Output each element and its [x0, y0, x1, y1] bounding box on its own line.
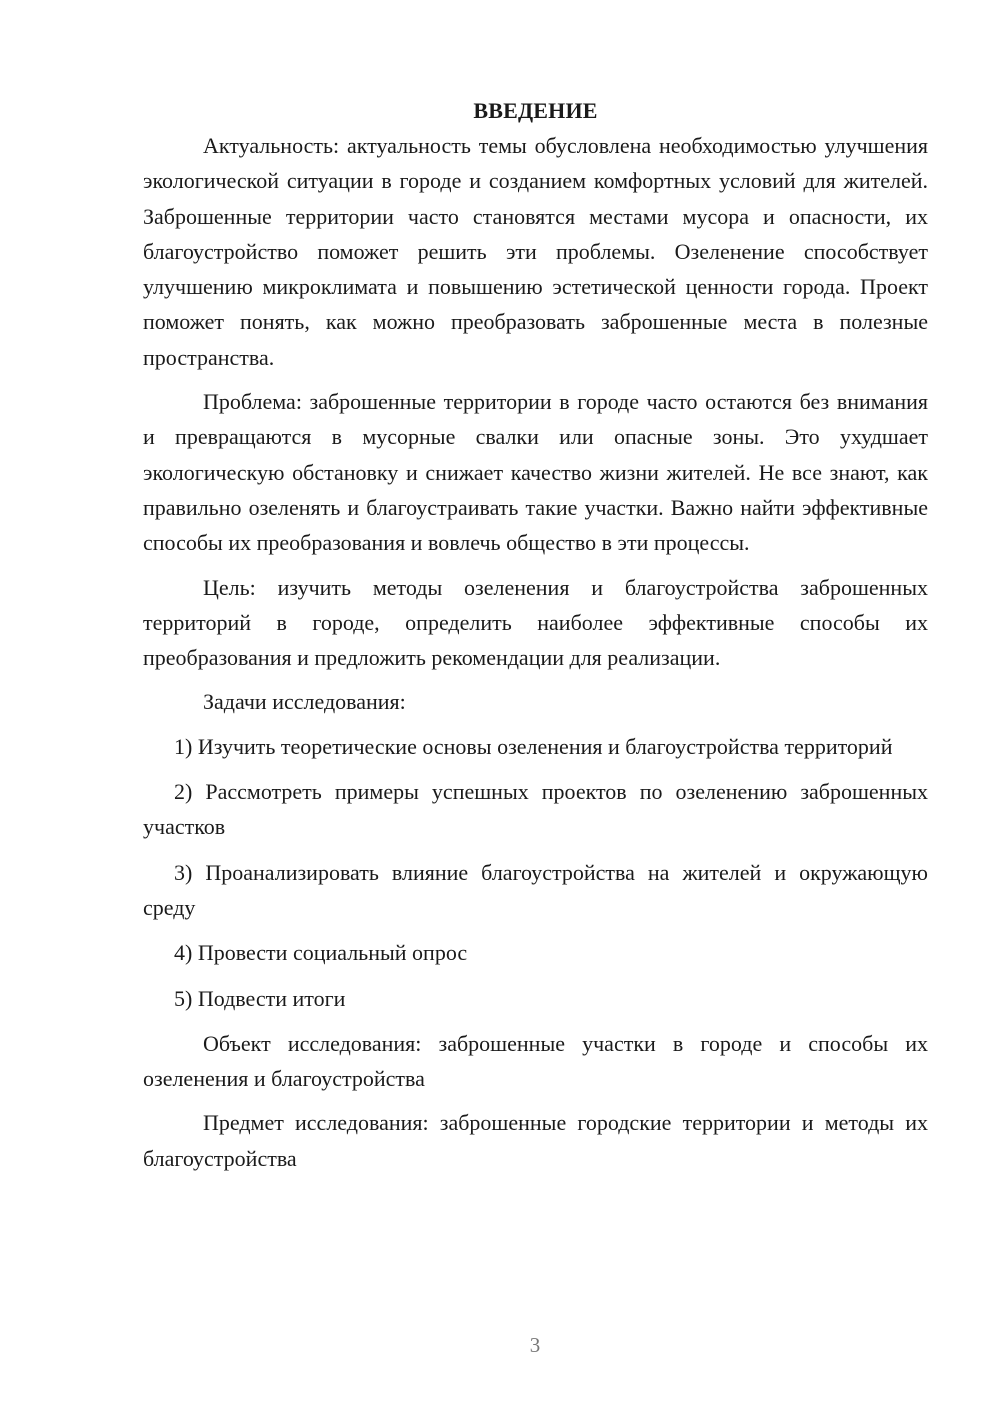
relevance-paragraph: Актуальность: актуальность темы обусловлена необходимостью улучшения экологической ситуации в городе и созданием комфортных условий для жителей. Заброшенные территории часто становятся местами мусора и опасности, их благоустройство поможет решить эти проблемы. Озеленение способствует улучшению микроклимата и повышению эстетической ценности города. Проект поможет понять, как можно преобразовать заброшенные места в полезные пространства. — [143, 133, 928, 370]
list-item: 5) Подвести итоги — [174, 985, 346, 1011]
list-item: 3) Проанализировать влияние благоустройства на жителей и окружающую среду — [143, 859, 928, 920]
goal-paragraph: Цель: изучить методы озеленения и благоустройства заброшенных территорий в городе, определить наиболее эффективные способы их преобразования и предложить рекомендации для реализации. — [143, 574, 928, 671]
page-number: 3 — [529, 1333, 541, 1357]
list-item: 4) Провести социальный опрос — [174, 940, 468, 966]
page-title: ВВЕДЕНИЕ — [473, 98, 598, 123]
list-item: 1) Изучить теоретические основы озеленения и благоустройства территорий — [174, 733, 893, 759]
tasks-list — [143, 729, 928, 1016]
list-item: 2) Рассмотреть примеры успешных проектов по озеленению заброшенных участков — [143, 779, 928, 840]
problem-paragraph: Проблема: заброшенные территории в городе часто остаются без внимания и превращаются в мусорные свалки или опасные зоны. Это ухудшает экологическую обстановку и снижает качество жизни жителей. Не все знают, как правильно озеленять и благоустраивать такие участки. Важно найти эффективные способы их преобразования и вовлечь общество в эти процессы. — [143, 389, 928, 556]
document-page — [143, 93, 928, 1185]
object-paragraph: Объект исследования: заброшенные участки в городе и способы их озеленения и благоустройства — [143, 1030, 928, 1092]
subject-paragraph: Предмет исследования: заброшенные городские территории и методы их благоустройства — [143, 1110, 928, 1171]
tasks-title: Задачи исследования: — [203, 689, 406, 715]
